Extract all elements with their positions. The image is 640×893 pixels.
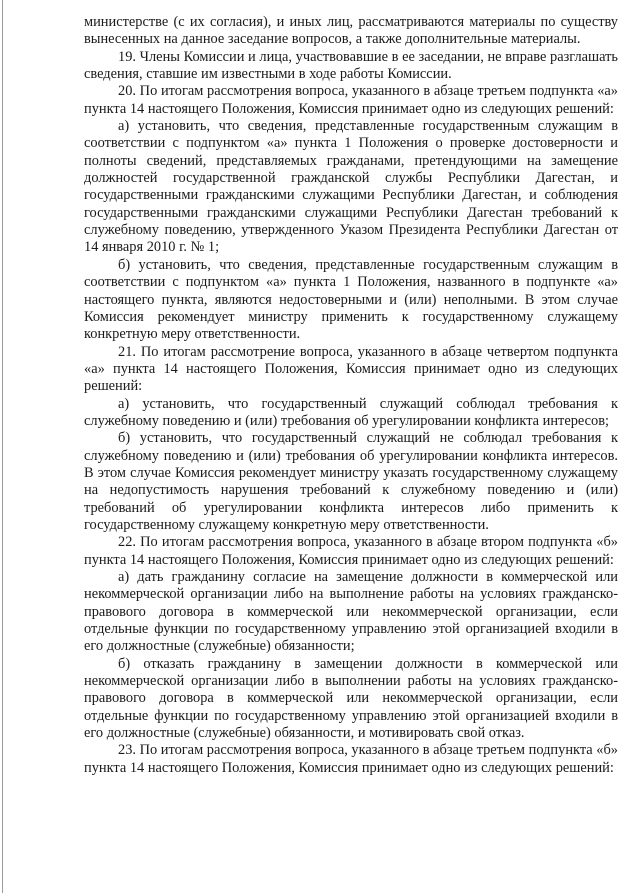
paragraph-19: 19. Члены Комиссии и лица, участвовавшие в ее заседании, не вправе разглашать сведения, ставшие им известными в ходе работы Комиссии. — [84, 48, 618, 83]
paragraph-22: 22. По итогам рассмотрения вопроса, указанного в абзаце втором подпункта «б» пункта 14 настоящего Положения, Комиссия принимает одно из следующих решений: — [84, 534, 618, 568]
paragraph-21-a: а) установить, что государственный служащий соблюдал требования к служебному поведению и (или) требования об урегулировании конфликта интересов; — [84, 395, 618, 429]
paragraph-21: 21. По итогам рассмотрение вопроса, указанного в абзаце четвертом подпункта «а» пункта 14 настоящего Положения, Комиссия принимает одно из следующих решений: — [84, 343, 618, 395]
document-page — [84, 14, 618, 777]
paragraph-20: 20. По итогам рассмотрения вопроса, указанного в абзаце третьем подпункта «а» пункта 14 настоящего Положения, Комиссия принимает одно из следующих решений: — [84, 83, 618, 117]
paragraph-continuation: министерстве (с их согласия), и иных лиц, рассматриваются материалы по существу вынесенных на данное заседание вопросов, а также дополнительные материалы. — [84, 14, 618, 48]
paragraph-22-b: б) отказать гражданину в замещении должности в коммерческой или некоммерческой организации либо в выполнении работы на условиях гражданско-правового договора в коммерческой или некоммерческой организации, если отдельные функции по государственному управлению этой организацией входили в его должностные (служебные) обязанности, и мотивировать свой отказ. — [84, 655, 618, 742]
paragraph-20-b: б) установить, что сведения, представленные государственным служащим в соответствии с подпунктом «а» пункта 1 Положения, названного в подпункте «а» настоящего пункта, являются недостоверными и (или) неполными. В этом случае Комиссия рекомендует министру применить к государственному служащему конкретную меру ответственности. — [84, 256, 618, 343]
paragraph-20-a: а) установить, что сведения, представленные государственным служащим в соответствии с подпунктом «а» пункта 1 Положения о проверке достоверности и полноты сведений, представляемых гражданами, претендующими на замещение должностей государственной гражданской службы Республики Дагестан, и государственными гражданскими служащими Республики Дагестан, и соблюдения государственными гражданскими служащими Республики Дагестан требований к служебному поведению, утвержденного Указом Президента Республики Дагестан от 14 января 2010 г. № 1; — [84, 118, 618, 256]
paragraph-22-a: а) дать гражданину согласие на замещение должности в коммерческой или некоммерческой организации либо на выполнение работы на условиях гражданско-правового договора в коммерческой или некоммерческой организации, если отдельные функции по государственному управлению этой организацией входили в его должностные (служебные) обязанности; — [84, 569, 618, 655]
paragraph-21-b: б) установить, что государственный служащий не соблюдал требования к служебному поведению и (или) требования об урегулировании конфликта интересов. В этом случае Комиссия рекомендует министру указать государственному служащему на недопустимость нарушения требований к служебному поведению и (или) требований об урегулировании конфликта интересов либо применить к государственному служащему конкретную меру ответственности. — [84, 430, 618, 533]
paragraph-23: 23. По итогам рассмотрения вопроса, указанного в абзаце третьем подпункта «б» пункта 14 настоящего Положения, Комиссия принимает одно из следующих решений: — [84, 742, 618, 776]
scan-edge-line — [2, 0, 3, 893]
